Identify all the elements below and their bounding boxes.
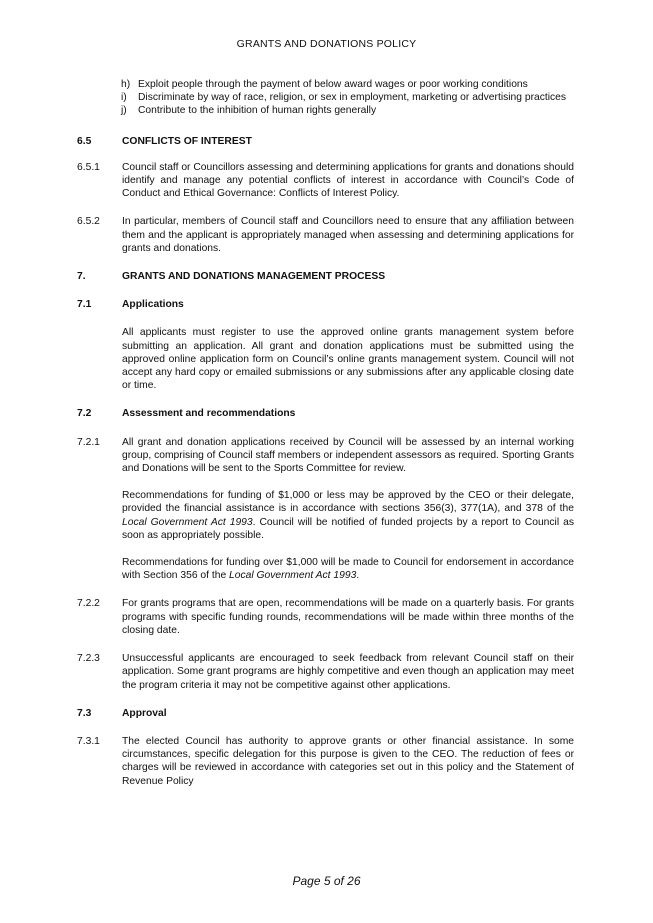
para-text: . Council will be notified of funded projects by a report to Council as soon as appropriately possible. <box>122 516 574 541</box>
section-number: 7.3 <box>77 707 92 719</box>
list-text: Discriminate by way of race, religion, or sex in employment, marketing or advertising practices <box>138 92 567 104</box>
para-number: 6.5.1 <box>77 161 100 173</box>
para-number: 7.3.1 <box>77 735 100 747</box>
para-number: 7.2.2 <box>77 598 100 610</box>
para-6-5-2 <box>77 215 574 255</box>
para-text: All grant and donation applications received by Council will be assessed by an internal working group, comprising of Council staff members or independent assessors as required. Sporting Grants and Donations will be sent to the Sports Committee for review. <box>122 436 574 475</box>
para-text: The elected Council has authority to approve grants or other financial assistance. In some circumstances, specific delegation for this purpose is given to the CEO. The reduction of fees or charges will be reviewed in accordance with categories set out in this policy and the Statement of Revenue Policy <box>122 735 574 787</box>
list-item-h <box>121 78 591 91</box>
para-text: Council staff or Councillors assessing and determining applications for grants and donations should identify and manage any potential conflicts of interest in accordance with Council’s Code of Conduct and Ethical Governance: Conflicts of Interest Policy. <box>122 161 574 200</box>
para-number: 7.2.3 <box>77 653 100 665</box>
page-footer: Page 5 of 26 <box>292 874 361 888</box>
para-7-3-1 <box>77 735 574 788</box>
section-6-5-heading <box>77 135 653 148</box>
section-title: Approval <box>122 707 167 719</box>
section-title: GRANTS AND DONATIONS MANAGEMENT PROCESS <box>122 271 386 283</box>
para-text: In particular, members of Council staff and Councillors need to ensure that any affiliation between them and the applicant is appropriately managed when assessing and determining applications for grants and donations. <box>122 216 574 254</box>
section-number: 7.2 <box>77 408 92 420</box>
para-7-2-1-c <box>122 556 574 582</box>
para-number: 7.2.1 <box>77 436 100 448</box>
para-7-1: All applicants must register to use the approved online grants management system before submitting an application. All grant and donation applications must be submitted using the approved online application form on Council’s online grants management system. Council will not accept any hard copy or emailed submissions or any submissions after any applicable closing date or time. <box>122 327 574 392</box>
list-item-j <box>121 104 591 117</box>
page-body <box>0 78 653 788</box>
section-7-heading <box>77 270 653 283</box>
para-text: For grants programs that are open, recommendations will be made on a quarterly basis. For grants programs with specific funding rounds, recommendations will be made within three months of the closing date. <box>122 598 574 636</box>
page-header: GRANTS AND DONATIONS POLICY <box>236 38 417 50</box>
section-title: Assessment and recommendations <box>122 408 296 420</box>
list-item-i <box>121 91 591 104</box>
para-number: 6.5.2 <box>77 216 100 228</box>
section-number: 7. <box>77 271 86 283</box>
list-text: Exploit people through the payment of below award wages or poor working conditions <box>138 79 528 90</box>
list-marker: j) <box>121 105 127 117</box>
para-7-2-1-b <box>122 489 574 542</box>
act-name: Local Government Act 1993 <box>229 570 357 582</box>
para-7-2-3 <box>77 652 574 692</box>
para-text: Recommendations for funding over $1,000 will be made to Council for endorsement in accordance with Section 356 of the <box>122 557 574 582</box>
section-title: CONFLICTS OF INTEREST <box>122 135 252 147</box>
para-text: . <box>356 570 360 582</box>
para-7-2-1 <box>77 436 574 476</box>
para-text: Recommendations for funding of $1,000 or less may be approved by the CEO or their delegate, provided the financial assistance is in accordance with sections 356(3), 377(1A), and 378 of the <box>122 490 574 515</box>
para-7-2-2 <box>77 597 574 637</box>
section-7-3-heading <box>77 707 653 720</box>
para-text: Unsuccessful applicants are encouraged to seek feedback from relevant Council staff on their application. Some grant programs are highly competitive and even though an application may meet the program criteria it may not be competitive against other applications. <box>122 653 574 691</box>
list-text: Contribute to the inhibition of human rights generally <box>138 105 377 117</box>
list-marker: i) <box>121 92 127 104</box>
section-number: 6.5 <box>77 135 92 147</box>
section-number: 7.1 <box>77 299 92 311</box>
list-marker: h) <box>121 79 131 90</box>
section-7-2-heading <box>77 407 653 420</box>
section-title: Applications <box>122 299 184 311</box>
act-name: Local Government Act 1993 <box>122 516 253 528</box>
section-7-1-heading <box>77 298 653 311</box>
para-6-5-1 <box>77 161 574 201</box>
